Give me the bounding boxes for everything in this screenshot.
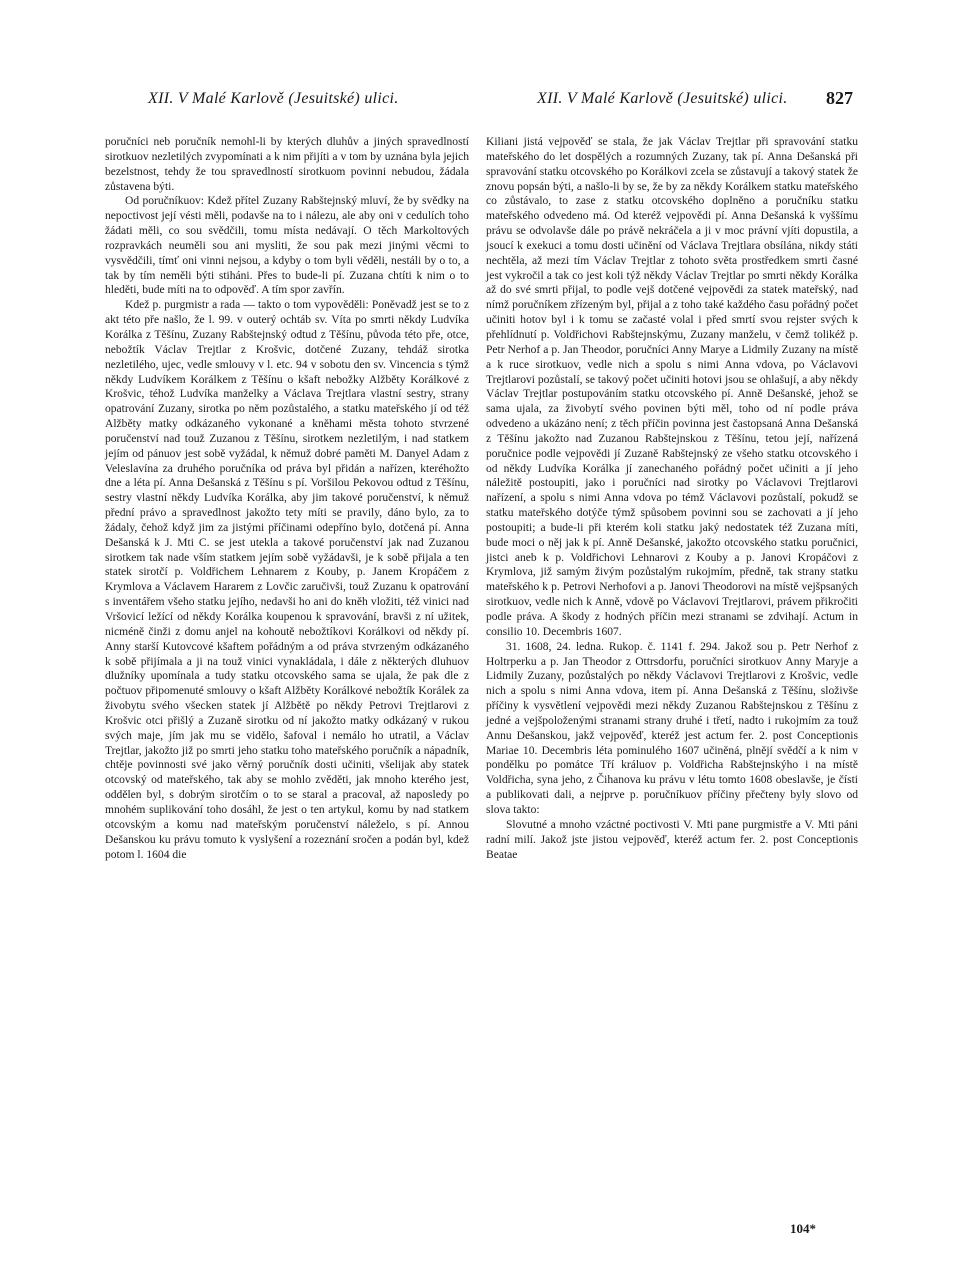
right-column xyxy=(486,135,858,862)
running-header-left: XII. V Malé Karlově (Jesuitské) ulici. xyxy=(148,90,399,107)
running-header-right: XII. V Malé Karlově (Jesuitské) ulici. xyxy=(537,90,788,107)
paragraph: Kiliani jistá vejpověď se stala, že jak Václav Trejtlar při spravování statku mateřského do let dospělých a rozumných Zuzany, tak pí. Anna Dešanská při spravování statku otcovského po Korálkovi zcela se zůstavují a takový statek že znovu popsán býti, a našlo-li by se, že by za někdy Korálkem statku mateřského co zůstávalo, to zase z statku otcovského doplněno a poručníku statku mateřského odvedeno má. Od kteréž vejpovědi pí. Anna Dešanská k vyššímu právu se odvolavše dále po právě nekráčela a ji v moc právní vjíti dopustila, a jsoucí k exekuci a tomu dosti učinění od Václava Trejtlara obsílána, nikdy státi nechtěla, až mezi tím Václav Trejtlar z tohoto světa prostředkem smrti časné jest vykročil a tak co jest koli týž někdy Václav Trejtlar po smrti někdy Korálka až do své smrti přijal, to podle vejš dotčené vejpovědi za statek mateřský, nad nímž poručníkem zřízeným byl, přijal a z toho také každého času pořádný počet učiniti hotov byl i k tomu se začasté volal i před smrtí svou rejster svých k přehlídnutí p. Voldřichovi Rabštejnskýmu, Zuzany manželu, v čemž tolikéž p. Petr Nerhof a p. Jan Theodor, poručníci Anny Marye a Lidmily Zuzany na místě a k ruce sirotkuov, vedle nich a spolu s nimi Anna vdova, po Václavovi Trejtlarovi pozůstalí, se takový počet učiniti hotovi jsou se ohlašují, a aby někdy Václav Trejtlar postupováním statku otcovského pí. Anně Dešanské, jehož se sama ujala, za živobytí svého povinen býti měl, toho od ní podle práva odvedeno a ukázáno není; z těch příčin povinna jest častopsaná Anna Dešanská z Těšínu jakožto nad Zuzanou Rabštejnskou z Těšínu, tetou její, nařízená poručnice podle vejpovědi jí Zuzaně Rabštejnský ze všeho statku otcovského i od někdy Ludvíka Korálka jí zanechaného pořádný počet učiniti a jí jeho náležitě postoupiti, jako i poručníci nad sirotky po Václavovi Trejtlarovi nařízení, a spolu s nimi Anna vdova po témž Václavovi pozůstalí, pokudž se statku mateřského dotýče týmž spůsobem povinni sou se zachovati a jí jeho postoupiti; a bude-li při kterém koli statku jaký nedostatek též Zuzana míti, bude moci o něj jak k pí. Anně Dešanské, jakožto otcovského statku poručnici, jistci aneb k p. Voldřichovi Lehnarovi z Kouby a p. Janovi Kropáčovi z Krymlova, již samým živým pozůstalým rukojmím, předně, tak strany statku mateřského k p. Petrovi Nerhofovi a p. Janovi Theodorovi na místě vejšpsaných sirotkuov, vedle nich k Anně, vdově po Václavovi Trejtlarovi, právem přikročiti podle práva. A škody z hodných příčin mezi stranami se zdvihají. Actum in consilio 10. Decembris 1607. xyxy=(486,136,858,638)
signature-mark: 104* xyxy=(790,1221,816,1236)
paragraph: 31. 1608, 24. ledna. Rukop. č. 1141 f. 294. Jakož sou p. Petr Nerhof z Holtrperku a p. Jan Theodor z Ottrsdorfu, poručníci sirotkuov Anny Maryje a Lidmily Zuzany, pozůstalých po někdy Václavovi Trejtlarovi z Krošvic, vedle nich a spolu s nimi Anna vdova, item pí. Anna Dešanská z Těšínu, složivše příčiny k vysvětlení vejpovědi mezi někdy Zuzanou Rabštejnskou z Těšínu z jedné a vejšpoloženými stranami strany druhé i třetí, nadto i rukojmím za touž Annu Dešanskou, jakž vejpověď, kteréž jest actum fer. 2. post Conceptionis Mariae 10. Decembris léta pominulého 1607 učiněná, plnějí svědčí a k nim v pondělku po pomátce Tří králuov p. Voldřicha Rabštejnskýho i na místě Voldřicha, syna jeho, z Čihanova ku právu v létu tomto 1608 obeslavše, je čísti a publikovati dali, a nejprve p. poručníkuov příčiny přečteny byly slovo od slova takto: xyxy=(486,640,858,816)
paragraph: Kdež p. purgmistr a rada — takto o tom vypověděli: Poněvadž jest se to z akt této pře našlo, že l. 99. v outerý ochtáb sv. Víta po smrti někdy Ludvíka Korálka z Těšínu, Zuzany Rabštejnský odtud z Těšínu, původa této pře, otce, nebožtík Václav Trejtlar z Krošvic, dotčené Zuzany, tehdáž sirotka nezletilého, ujec, vedle smlouvy v l. etc. 94 v sobotu den sv. Vincencia s týmž někdy Ludvíkem Korálkem z Těšínu o kšaft nebožky Alžběty Korálkové z Krošvic, téhož Ludvíka manželky a Václava Trejtlara vlastní sestry, strany opatrování Zuzany, sirotka po něm pozůstalého, a statku mateřského jí od též Alžběty matky odkázaného vykonané a kněhami města tohoto stvrzené poručenství nad touž Zuzanou z Těšínu, sirotkem nezletilým, i nad statkem jejím od pánuov jest sobě vyžádal, k němuž dobré paměti M. Danyel Adam z Veleslavína za druhého poručníka od práva byl přidán a nařízen, kteréhožto dne a léta pí. Anna Dešanská z Těšínu s pí. Voršilou Pekovou odtud z Těšínu, sestry vlastní někdy Ludvíka Korálka, aby jim takové poručenství, k němuž přední právo a spravedlnost jakožto tety míti se pravily, dáno bylo, za to žádaly, čehož když jim za jistými příčinami odepříno bylo, dotčená pí. Anna Dešanská k J. Mti C. se jest utekla a takové poručenství jak nad Zuzanou sirotkem tak nade vším statkem jejím sobě vyžádavši, je k sobě přijala a ten statek sirotčí p. Voldřichem Lehnarem z Kouby, p. Janem Kropáčem z Krymlova a Václavem Hararem z Lovčic zaručivši, touž Zuzanu k opatrování s inventářem všeho statku jejího, nedavši ho ani do kněh vložiti, též vinici nad Vršovicí ležící od někdy Korálka koupenou k spravování, bravši z ní užitek, nicméně činži z domu anjel na kohoutě nebožtíkovi Korálkovi od někdy pí. Anny starší Kutovcové kšaftem pořádným a od práva stvrzeným odkázaného k sobě přijímala a ji na touž vinici vynakládala, i dále z některých dluhuov dlužníky upomínala a tudy statku otcovského sama se ujala, že pak dle z počtuov připomenuté smlouvy o kšaft Alžběty Korálkové nebožtík Korálek za živobytu svého všecken statek jí Alžbětě po někdy Petrovi Trejtlarovi z Krošvic otci přišlý a Zuzaně sirotku od ní jakožto matky odkázaný v rukou svých maje, jím jak mu se vidělo, šafoval i nemálo ho utratil, a Václav Trejtlar, jakožto již po smrti jeho statku toho mateřského poručník a nápadník, chtěje povinnosti své jako věrný poručník dosti učiniti, všelijak aby statek otcovský od mateřského, tak aby se mohlo zvěděti, jak mnoho kterého jest, oddělen byl, s dobrým sirotčím o to se staral a pracoval, až naposledy po mnohém suplikování toho dosáhl, že jest o ten artykul, komu by nad statkem otcovským a komu nad mateřským poručenství náleželo, s pí. Annou Dešanskou ku právu tomuto k vyslyšení a rozeznání sročen a podán byl, kdež potom l. 1604 die xyxy=(105,299,469,861)
left-column xyxy=(105,135,469,862)
paragraph: Od poručníkuov: Kdež přítel Zuzany Rabštejnský mluví, že by svědky na nepoctivost její vésti měli, podavše na to i nálezu, ale aby oni v cedulích toho žádati měli, co sou svědčili, tomu místa nedávají. O těch Markoltových rozpravkách neuměli sou ani mysliti, že sou pak mezi jinými věcmi to vysvědčili, tímť oni vinni nejsou, a kdyby o tom byli věděli, nestáli by o to, a tak by tím neměli býti stiháni. Přes to bude-li pí. Zuzana chtíti k nim o to hleděti, bude míti na to odpověď. A tím spor zavřín. xyxy=(105,195,469,297)
paragraph: poručníci neb poručník nemohl-li by kterých dluhův a jiných spravedlností sirotkuov nezletilých zvypomínati a k nim přijíti a v tom by uznána byla jejich bezelstnost, tehdy že tou spravedlností sirotkuom povinni nebudou, žádala zůstavena býti. xyxy=(105,136,469,193)
page-number: 827 xyxy=(826,88,853,108)
paragraph: Slovutné a mnoho vzáctné poctivosti V. Mti pane purgmistře a V. Mti páni radní milí. Jakož jste jistou vejpověď, kteréž actum fer. 2. post Conceptionis Beatae xyxy=(486,818,858,861)
